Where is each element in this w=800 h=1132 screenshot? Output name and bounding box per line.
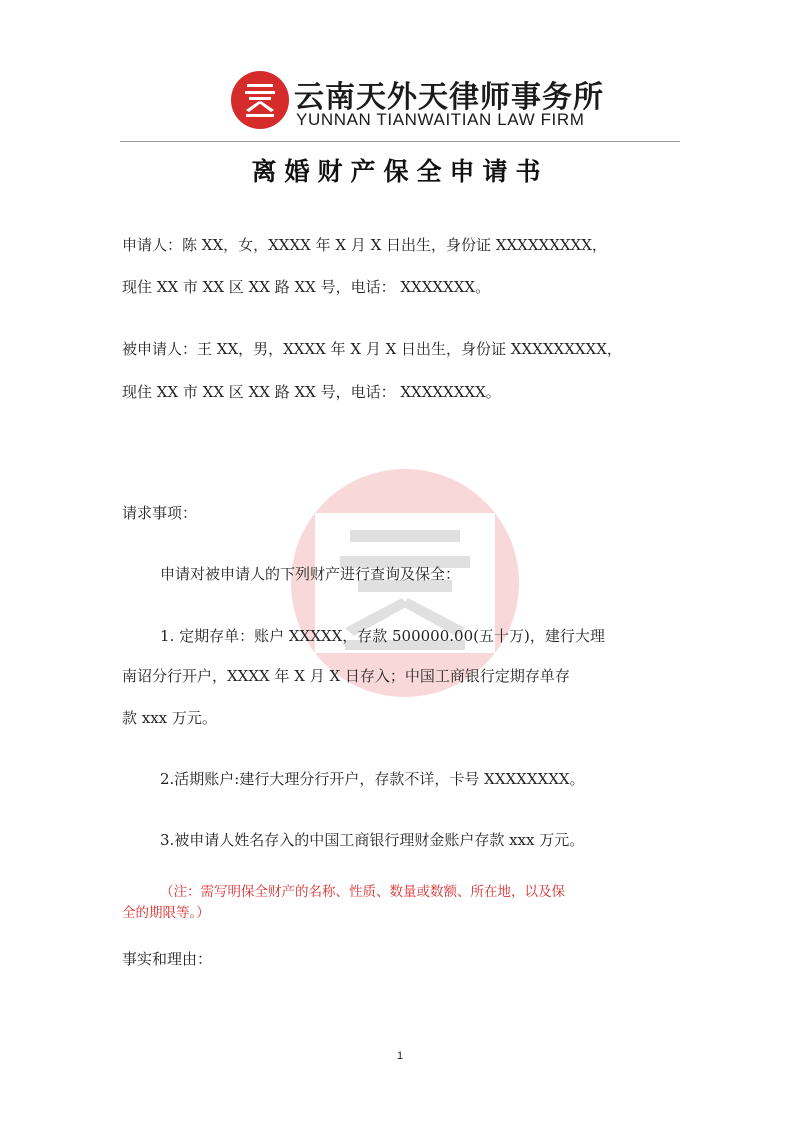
respondent-line-2: 现住 XX 市 XX 区 XX 路 XX 号，电话： XXXXXXXX。 [122,383,501,401]
applicant-line-1: 申请人：陈 XX，女，XXXX 年 X 月 X 日出生，身份证 XXXXXXXXX， [122,236,607,254]
request-item-1-line-1: 1. 定期存单：账户 XXXXX，存款 500000.00(五十万)，建行大理 [160,627,605,645]
request-item-1-line-3: 款 xxx 万元。 [122,709,217,727]
page-number: 1 [396,1050,404,1062]
request-item-1-line-2: 南诏分行开户，XXXX 年 X 月 X 日存入；中国工商银行定期存单存 [122,667,570,685]
applicant-line-2: 现住 XX 市 XX 区 XX 路 XX 号，电话： XXXXXXX。 [122,278,491,296]
facts-heading: 事实和理由： [122,950,213,968]
request-item-3: 3.被申请人姓名存入的中国工商银行理财金账户存款 xxx 万元。 [160,831,585,849]
header-divider [120,141,680,142]
note-line-1: （注：需写明保全财产的名称、性质、数量或数额、所在地，以及保 [160,884,565,900]
request-item-2: 2.活期账户:建行大理分行开户，存款不详，卡号 XXXXXXXX。 [160,770,585,788]
respondent-line-1: 被申请人：王 XX，男，XXXX 年 X 月 X 日出生，身份证 XXXXXXXXX， [122,340,622,358]
note-line-2: 全的期限等。） [122,905,210,921]
requests-intro: 申请对被申请人的下列财产进行查询及保全： [160,565,461,583]
requests-heading: 请求事项： [122,504,198,522]
document-title: 离婚财产保全申请书 [251,157,549,186]
firm-name-en: YUNNAN TIANWAITIAN LAW FIRM [296,110,585,129]
firm-name-cn: 云南天外天律师事务所 [294,80,604,115]
law-firm-logo-icon [230,70,290,130]
